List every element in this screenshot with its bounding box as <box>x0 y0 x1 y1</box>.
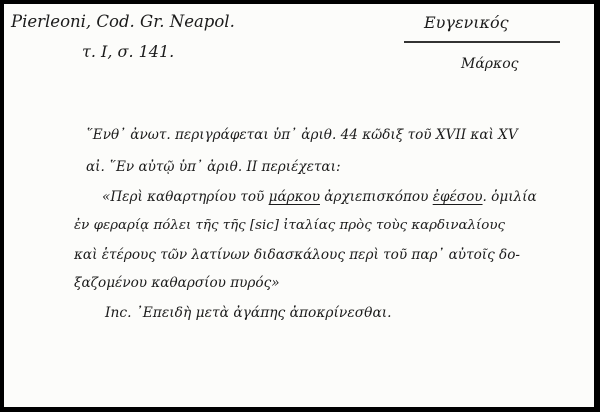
body-line-6: ξαζομένου καθαρσίου πυρός» <box>74 275 280 291</box>
author-forename: Μάρκος <box>461 56 519 72</box>
author-surname: Ευγενικός <box>424 13 509 32</box>
body-line-3-start: «Περὶ καθαρτηρίου τοῦ <box>102 189 269 205</box>
body-line-2: αἰ. ῞Εν αὐτῷ ὑπ᾽ ἀριθ. II περιέχεται: <box>86 159 341 175</box>
author-underline-rule <box>404 41 560 43</box>
underlined-place-ephesus: ἐφέσου <box>432 189 483 205</box>
body-line-3 <box>102 191 537 205</box>
incipit-line: Inc. ᾿Επειδὴ μετὰ ἀγάπης ἀποκρίνεσθαι. <box>105 305 392 321</box>
source-reference: Pierleoni, Cod. Gr. Neapol. <box>11 12 235 31</box>
index-card-paper <box>4 4 594 407</box>
body-line-3-end: . ὁμιλία <box>482 189 537 205</box>
underlined-name-markos: μάρκου <box>268 189 320 205</box>
body-line-4: ἐν φεραρίᾳ πόλει τῆς τῆς [sic] ἰταλίας πρὸς τοὺς καρδιναλίους <box>74 218 505 233</box>
body-line-5: καὶ ἑτέρους τῶν λατίνων διδασκάλους περὶ τοῦ παρ᾽ αὐτοῖς δο- <box>74 247 521 263</box>
body-line-3-middle: ἀρχιεπισκόπου <box>319 189 433 205</box>
body-line-1: ῞Ενθ᾽ ἀνωτ. περιγράφεται ὑπ᾽ ἀριθ. 44 κῶδιξ τοῦ XVII καὶ XV <box>86 127 518 143</box>
volume-page-reference: τ. I, σ. 141. <box>82 42 175 61</box>
